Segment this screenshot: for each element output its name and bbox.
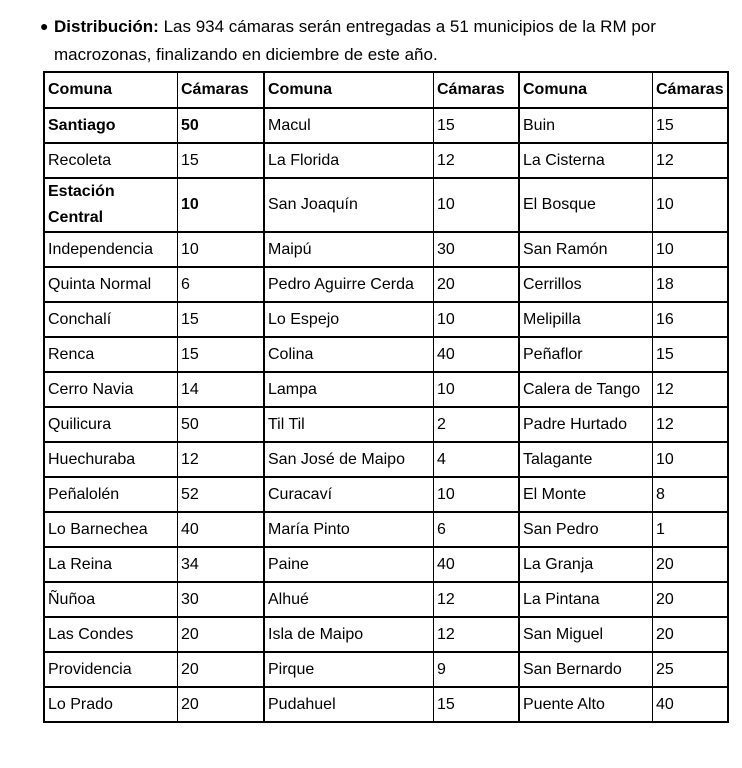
table-header <box>45 73 727 109</box>
camaras-cell: 12 <box>653 408 727 443</box>
camaras-cell: 30 <box>178 583 265 618</box>
camaras-cell: 10 <box>653 443 727 478</box>
comuna-cell: Curacaví <box>265 478 434 513</box>
camaras-cell: 10 <box>653 179 727 233</box>
camaras-cell: 10 <box>434 179 520 233</box>
comuna-cell: Independencia <box>45 233 178 268</box>
distribution-paragraph <box>40 12 730 69</box>
comuna-cell: Estación Central <box>45 179 178 233</box>
table-body <box>45 109 727 721</box>
comuna-cell: Maipú <box>265 233 434 268</box>
comuna-cell: San Joaquín <box>265 179 434 233</box>
comuna-cell: Providencia <box>45 653 178 688</box>
table-row <box>45 408 727 443</box>
comuna-cell: El Monte <box>520 478 653 513</box>
camaras-cell: 20 <box>434 268 520 303</box>
comuna-cell: Cerrillos <box>520 268 653 303</box>
camaras-cell: 50 <box>178 408 265 443</box>
comuna-cell: Las Condes <box>45 618 178 653</box>
camaras-cell: 40 <box>656 695 674 713</box>
comuna-cell: Talagante <box>520 443 653 478</box>
header-camaras: Cámaras <box>178 73 265 109</box>
table-row <box>45 688 727 721</box>
comuna-cell: Alhué <box>265 583 434 618</box>
camaras-cell: 10 <box>434 478 520 513</box>
camaras-cell: 15 <box>653 338 727 373</box>
camaras-cell: 15 <box>653 109 727 144</box>
comuna-cell: Recoleta <box>45 144 178 179</box>
comuna-cell: Quinta Normal <box>45 268 178 303</box>
paragraph-line-1 <box>40 12 730 41</box>
camaras-cell: 18 <box>653 268 727 303</box>
camaras-cell: 15 <box>178 303 265 338</box>
camaras-cell: 20 <box>653 548 727 583</box>
camaras-cell: 10 <box>653 233 727 268</box>
table-header-row <box>45 73 727 109</box>
camaras-cell: 20 <box>178 618 265 653</box>
camaras-cell: 12 <box>178 443 265 478</box>
comuna-cell: Renca <box>45 338 178 373</box>
comuna-cell: Paine <box>265 548 434 583</box>
camaras-cell: 6 <box>434 513 520 548</box>
table-row <box>45 373 727 408</box>
camaras-cell: 34 <box>178 548 265 583</box>
header-comuna: Comuna <box>45 73 178 109</box>
camaras-cell: 15 <box>434 109 520 144</box>
camaras-cell: 50 <box>178 109 265 144</box>
comuna-cell: La Reina <box>45 548 178 583</box>
table-row <box>45 478 727 513</box>
camaras-cell: 10 <box>434 373 520 408</box>
comuna-cell: Melipilla <box>520 303 653 338</box>
comuna-cell: La Cisterna <box>520 144 653 179</box>
table-row <box>45 303 727 338</box>
table-row <box>45 653 727 688</box>
camaras-cell: 30 <box>434 233 520 268</box>
comuna-cell: Santiago <box>45 109 178 144</box>
comuna-cell: Ñuñoa <box>45 583 178 618</box>
comuna-cell: Calera de Tango <box>520 373 653 408</box>
camaras-cell: 10 <box>434 303 520 338</box>
distribution-table <box>43 71 729 723</box>
bullet-icon: ● <box>40 18 49 34</box>
comuna-cell: Lo Barnechea <box>45 513 178 548</box>
comuna-cell: San José de Maipo <box>265 443 434 478</box>
comuna-cell: Pedro Aguirre Cerda <box>265 268 434 303</box>
camaras-cell: 40 <box>434 548 520 583</box>
comuna-cell: Peñalolén <box>45 478 178 513</box>
comuna-cell: Pirque <box>265 653 434 688</box>
table-row <box>45 233 727 268</box>
camaras-cell: 15 <box>434 688 520 721</box>
comuna-cell: María Pinto <box>265 513 434 548</box>
camaras-cell: 14 <box>178 373 265 408</box>
camaras-cell: 12 <box>434 583 520 618</box>
comuna-cell: Til Til <box>265 408 434 443</box>
table-row <box>45 583 727 618</box>
comuna-cell: Conchalí <box>45 303 178 338</box>
comuna-cell: Macul <box>265 109 434 144</box>
camaras-cell: 4 <box>434 443 520 478</box>
paragraph-text-1: Las 934 cámaras serán entregadas a 51 municipios de la RM por <box>158 17 656 36</box>
table-row <box>45 548 727 583</box>
table-row <box>45 268 727 303</box>
comuna-cell: Colina <box>265 338 434 373</box>
comuna-cell: Lo Prado <box>45 688 178 721</box>
camaras-cell: 25 <box>653 653 727 688</box>
camaras-cell: 16 <box>653 303 727 338</box>
comuna-cell: Isla de Maipo <box>265 618 434 653</box>
camaras-cell: 9 <box>434 653 520 688</box>
header-camaras: Cámaras <box>434 73 520 109</box>
table-row <box>45 144 727 179</box>
camaras-cell: 12 <box>434 618 520 653</box>
table-row <box>45 179 727 233</box>
camaras-cell: 20 <box>178 653 265 688</box>
header-comuna: Comuna <box>265 73 434 109</box>
camaras-cell: 6 <box>178 268 265 303</box>
comuna-cell: Pudahuel <box>265 688 434 721</box>
comuna-cell: Huechuraba <box>45 443 178 478</box>
comuna-cell: La Florida <box>265 144 434 179</box>
table-row <box>45 618 727 653</box>
camaras-cell: 40 <box>434 338 520 373</box>
camaras-cell: 20 <box>178 688 265 721</box>
camaras-cell: 12 <box>434 144 520 179</box>
table-row <box>45 443 727 478</box>
camaras-cell: 20 <box>653 618 727 653</box>
comuna-cell: Peñaflor <box>520 338 653 373</box>
comuna-cell: San Miguel <box>520 618 653 653</box>
header-camaras: Cámaras <box>653 73 727 109</box>
comuna-cell: San Ramón <box>520 233 653 268</box>
camaras-cell: 12 <box>653 144 727 179</box>
comuna-cell: Quilicura <box>45 408 178 443</box>
comuna-cell: La Pintana <box>520 583 653 618</box>
camaras-cell: 10 <box>178 179 265 233</box>
table-row <box>45 338 727 373</box>
table-row <box>45 109 727 144</box>
comuna-cell: Padre Hurtado <box>520 408 653 443</box>
comuna-cell: Lo Espejo <box>265 303 434 338</box>
comuna-cell: Lampa <box>265 373 434 408</box>
camaras-cell: 52 <box>178 478 265 513</box>
header-comuna: Comuna <box>520 73 653 109</box>
camaras-cell: 12 <box>653 373 727 408</box>
comuna-cell: Buin <box>520 109 653 144</box>
comuna-cell: San Pedro <box>520 513 653 548</box>
camaras-cell: 8 <box>653 478 727 513</box>
paragraph-line-2: macrozonas, finalizando en diciembre de este año. <box>54 45 438 64</box>
camaras-cell: 1 <box>653 513 727 548</box>
camaras-cell: 15 <box>178 144 265 179</box>
camaras-cell: 10 <box>178 233 265 268</box>
table-row <box>45 513 727 548</box>
camaras-cell: 20 <box>653 583 727 618</box>
camaras-cell: 15 <box>178 338 265 373</box>
comuna-cell: Puente Alto <box>520 688 653 721</box>
comuna-cell: Cerro Navia <box>45 373 178 408</box>
camaras-cell: 40 <box>178 513 265 548</box>
camaras-cell: 2 <box>434 408 520 443</box>
comuna-cell: El Bosque <box>520 179 653 233</box>
comuna-cell: La Granja <box>520 548 653 583</box>
comuna-cell: San Bernardo <box>520 653 653 688</box>
distribution-label: Distribución: <box>54 17 159 36</box>
